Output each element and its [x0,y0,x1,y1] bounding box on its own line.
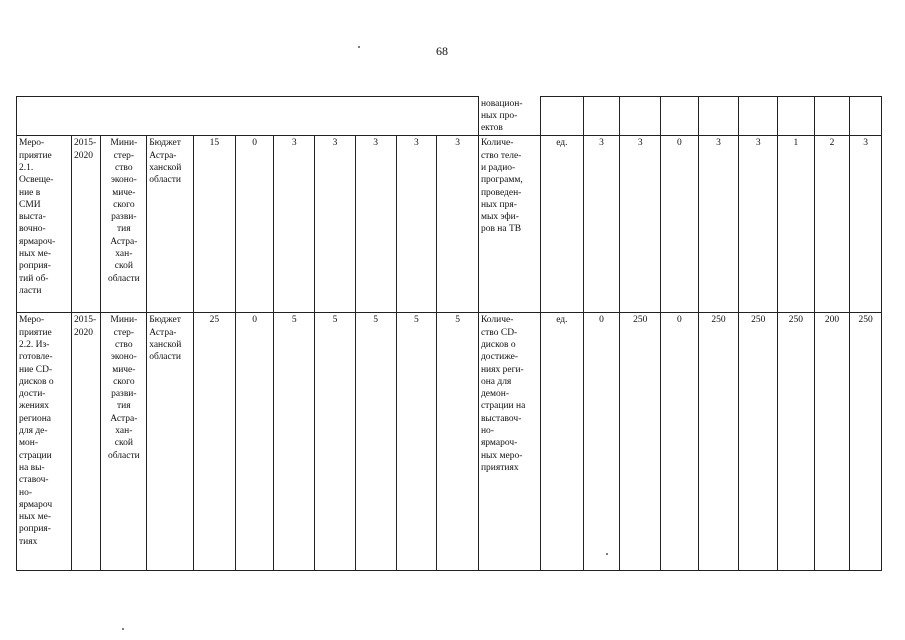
funding-year-cell: 5 [437,313,479,571]
indicator-value-cell: 1 [778,136,815,313]
scan-speck [606,553,608,555]
executor-cell: Мини- стер- ство эконо- миче- ского разви- тия Астра- хан- ской области [101,313,147,571]
funding-year-cell: 0 [235,313,274,571]
indicator-value-cell: 3 [698,136,739,313]
indicator-value-cell: 250 [778,313,815,571]
continuation-cell [850,97,882,136]
indicator-value-cell: 2 [814,136,850,313]
scan-speck [122,628,124,630]
funding-source-cell: Бюджет Астра- ханской области [147,313,194,571]
funding-year-cell: 5 [396,313,437,571]
indicator-value-cell: 250 [620,313,661,571]
indicator-value-cell: 3 [850,136,882,313]
indicator-value-cell: 3 [620,136,661,313]
funding-year-cell: 3 [355,136,396,313]
funding-year-cell: 3 [315,136,356,313]
indicator-value-cell: 0 [661,136,699,313]
activity-cell: Меро- приятие 2.1. Освеще- ние в СМИ выста- вочно- ярмароч- ных ме- роприя- тий об- ласти [17,136,72,313]
period-cell: 2015- 2020 [71,136,101,313]
funding-year-cell: 3 [274,136,315,313]
continuation-cell [620,97,661,136]
indicator-value-cell: 250 [850,313,882,571]
funding-source-cell: Бюджет Астра- ханской области [147,136,194,313]
executor-cell: Мини- стер- ство эконо- миче- ского разви- тия Астра- хан- ской области [101,136,147,313]
funding-year-cell: 5 [274,313,315,571]
continuation-cell [698,97,739,136]
activity-cell: Меро- приятие 2.2. Из- готовле- ние CD- дисков о дости- жениях региона для де- мон- страции на вы- ставоч- но- ярмароч ных ме- роприя- тиях [17,313,72,571]
indicator-cell: Количе- ство CD- дисков о достиже- ниях реги- она для демон- страции на выставоч- но- ярмароч- ных меро- приятиях [478,313,540,571]
funding-year-cell: 0 [235,136,274,313]
continuation-cell [814,97,850,136]
indicator-value-cell: 0 [583,313,620,571]
funding-year-cell: 3 [437,136,479,313]
indicator-value-cell: 3 [739,136,778,313]
period-cell: 2015- 2020 [71,313,101,571]
funding-year-cell: 5 [315,313,356,571]
continuation-cell [583,97,620,136]
continuation-blank-cell [17,97,479,136]
continuation-row [17,97,882,136]
scan-speck [358,46,360,48]
funding-year-cell: 5 [355,313,396,571]
indicator-value-cell: 250 [698,313,739,571]
indicator-value-cell: 3 [583,136,620,313]
funding-total-cell: 15 [194,136,236,313]
table-row [17,313,882,571]
indicator-value-cell: 250 [739,313,778,571]
indicator-cell: Количе- ство теле- и радио- программ, проведен- ных пря- мых эфи- ров на ТВ [478,136,540,313]
indicator-value-cell: 0 [661,313,699,571]
indicator-value-cell: 200 [814,313,850,571]
table-row [17,136,882,313]
page-number: 68 [436,44,448,58]
continuation-cell [739,97,778,136]
continuation-cell [778,97,815,136]
unit-cell: ед. [541,136,584,313]
continuation-cell [661,97,699,136]
unit-cell: ед. [541,313,584,571]
program-activities-table [16,96,882,571]
continuation-cell [541,97,584,136]
funding-total-cell: 25 [194,313,236,571]
continuation-indicator: новацион- ных про- ектов [478,97,540,136]
funding-year-cell: 3 [396,136,437,313]
